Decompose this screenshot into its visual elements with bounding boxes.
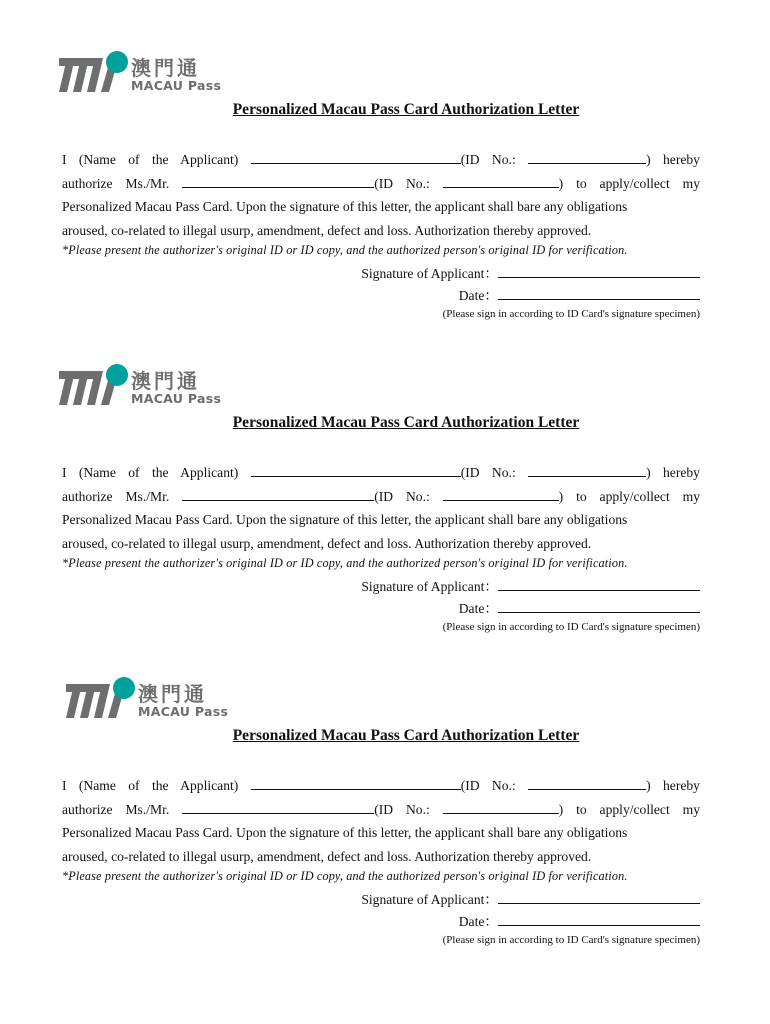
applicant-id-field[interactable] — [528, 463, 646, 477]
verification-note: *Please present the authorizer's original ID or ID copy, and the authorized person's original ID for verification. — [62, 243, 628, 257]
applicant-line: I (Name of the Applicant) (ID No.: ) hereby — [62, 152, 700, 167]
date-field[interactable] — [498, 599, 700, 613]
applicant-name-field[interactable] — [251, 463, 461, 477]
applicant-name-field[interactable] — [251, 776, 461, 790]
applicant-line: I (Name of the Applicant) (ID No.: ) hereby — [62, 465, 700, 480]
letter-title: Personalized Macau Pass Card Authorization Letter — [232, 101, 580, 118]
sign-hint: (Please sign in according to ID Card's signature specimen) — [442, 934, 700, 946]
verification-note: *Please present the authorizer's original ID or ID copy, and the authorized person's original ID for verification. — [62, 869, 628, 883]
applicant-line: I (Name of the Applicant) (ID No.: ) hereby — [62, 778, 700, 793]
date-row — [459, 597, 700, 617]
signature-row — [361, 262, 700, 282]
body-text-line-4: aroused, co-related to illegal usurp, amendment, defect and loss. Authorization thereby approved. — [62, 849, 592, 864]
body-text-line-4: aroused, co-related to illegal usurp, amendment, defect and loss. Authorization thereby approved. — [62, 536, 592, 551]
signature-label: Signature of Applicant： — [361, 579, 498, 594]
applicant-id-field[interactable] — [528, 150, 646, 164]
signature-field[interactable] — [498, 890, 700, 904]
authorized-id-field[interactable] — [443, 174, 559, 188]
signature-row — [361, 575, 700, 595]
date-label: Date： — [458, 601, 498, 616]
mp-logo-icon — [55, 361, 131, 409]
signature-row — [361, 888, 700, 908]
letter-title: Personalized Macau Pass Card Authorization Letter — [232, 727, 580, 744]
logo-english-text: MACAU Pass — [138, 704, 229, 719]
verification-note: *Please present the authorizer's original ID or ID copy, and the authorized person's original ID for verification. — [62, 556, 628, 570]
mp-logo-icon — [62, 674, 138, 722]
macau-pass-logo — [62, 674, 232, 726]
applicant-name-field[interactable] — [251, 150, 461, 164]
logo-chinese-text: 澳門通 — [138, 682, 207, 706]
body-text-line-3: Personalized Macau Pass Card. Upon the signature of this letter, the applicant shall bare any obligations — [62, 199, 628, 214]
authorized-name-field[interactable] — [182, 487, 374, 501]
logo-english-text: MACAU Pass — [131, 78, 222, 93]
authorized-line: authorize Ms./Mr. (ID No.: ) to apply/collect my — [62, 802, 701, 817]
logo-chinese-text: 澳門通 — [131, 369, 200, 393]
date-row — [459, 284, 700, 304]
date-field[interactable] — [498, 912, 700, 926]
signature-label: Signature of Applicant： — [361, 266, 498, 281]
letter-2 — [0, 361, 770, 681]
letter-title: Personalized Macau Pass Card Authorization Letter — [232, 414, 580, 431]
signature-field[interactable] — [498, 264, 700, 278]
authorized-id-field[interactable] — [443, 487, 559, 501]
sign-hint: (Please sign in according to ID Card's signature specimen) — [442, 308, 700, 320]
body-text-line-3: Personalized Macau Pass Card. Upon the signature of this letter, the applicant shall bare any obligations — [62, 512, 628, 527]
date-label: Date： — [458, 914, 498, 929]
sign-hint: (Please sign in according to ID Card's signature specimen) — [442, 621, 700, 633]
authorized-id-field[interactable] — [443, 800, 559, 814]
letter-1 — [0, 48, 770, 368]
letter-3 — [0, 674, 770, 994]
authorized-line: authorize Ms./Mr. (ID No.: ) to apply/collect my — [62, 489, 701, 504]
logo-english-text: MACAU Pass — [131, 391, 222, 406]
applicant-id-field[interactable] — [528, 776, 646, 790]
macau-pass-logo — [55, 48, 225, 100]
signature-field[interactable] — [498, 577, 700, 591]
mp-logo-icon — [55, 48, 131, 96]
authorized-name-field[interactable] — [182, 800, 374, 814]
macau-pass-logo — [55, 361, 225, 413]
authorized-name-field[interactable] — [182, 174, 374, 188]
date-label: Date： — [458, 288, 498, 303]
logo-chinese-text: 澳門通 — [131, 56, 200, 80]
authorized-line: authorize Ms./Mr. (ID No.: ) to apply/collect my — [62, 176, 701, 191]
body-text-line-3: Personalized Macau Pass Card. Upon the signature of this letter, the applicant shall bare any obligations — [62, 825, 628, 840]
date-row — [459, 910, 700, 930]
date-field[interactable] — [498, 286, 700, 300]
signature-label: Signature of Applicant： — [361, 892, 498, 907]
body-text-line-4: aroused, co-related to illegal usurp, amendment, defect and loss. Authorization thereby approved. — [62, 223, 592, 238]
